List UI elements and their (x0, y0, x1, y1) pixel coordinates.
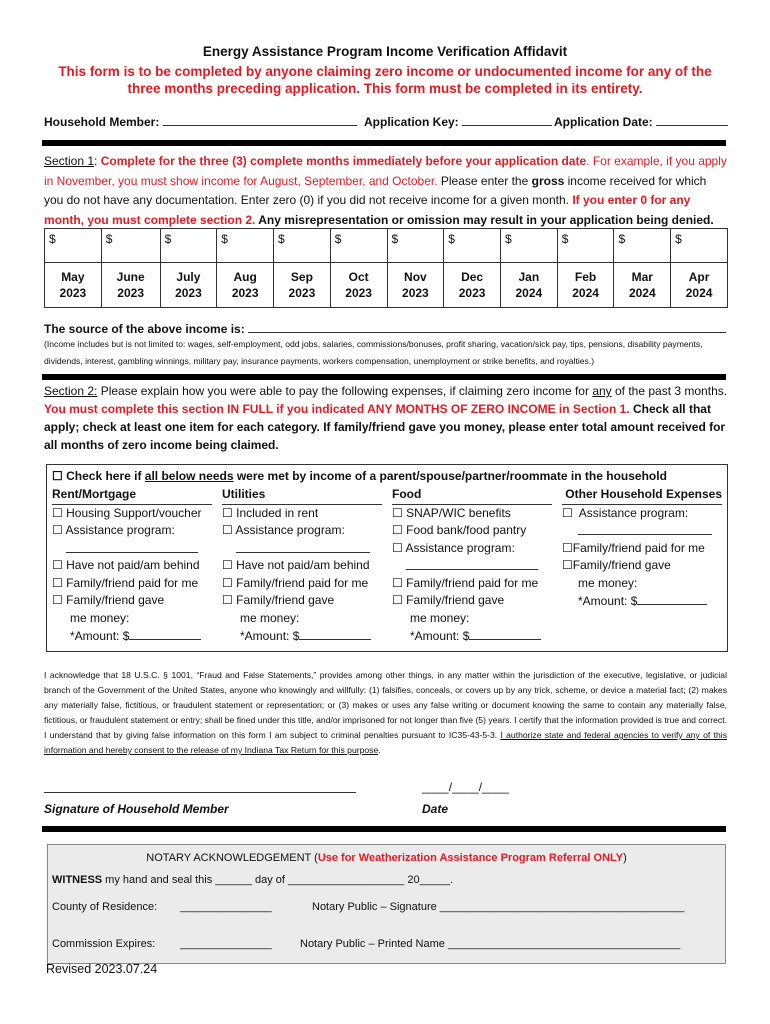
food-program-blank[interactable] (406, 557, 538, 570)
food-column: Food ☐ SNAP/WIC benefits ☐ Food bank/food pantry ☐ Assistance program: ☐ Family/friend paid for me ☐ Family/friend gave me money: *Amount: $ (392, 486, 552, 646)
section1-instructions: Section 1: Complete for the three (3) complete months immediately before your application date. For example, if you apply in November, you must show income for August, September, and October. Please enter the gross income received for which you do not have any documentation. Enter zero (0) if you did not receive income for a given month. If you enter 0 for any month, you must complete section 2. Any misrepresentation or omission may result in your application being denied. (44, 154, 727, 227)
income-cell-jan[interactable]: $ (500, 229, 557, 263)
month-label: Mar 2024 (614, 263, 671, 308)
form-title: Energy Assistance Program Income Verification Affidavit (202, 44, 568, 59)
checkbox-icon: ☐ (392, 505, 403, 520)
utilities-option[interactable]: ☐ Family/friend gave (222, 593, 335, 607)
rent-mortgage-column: Rent/Mortgage ☐ Housing Support/voucher ☐ Assistance program: ☐ Have not paid/am behind ☐ Family/friend paid for me ☐ Family/friend gave me money: *Amount: $ (52, 486, 212, 646)
income-source-field[interactable] (44, 321, 726, 336)
household-member-blank[interactable] (163, 114, 357, 126)
checkbox-icon: ☐ (222, 505, 233, 520)
rent-program-blank[interactable] (66, 540, 198, 553)
utilities-option[interactable]: ☐ Family/friend paid for me (222, 575, 369, 590)
utilities-option[interactable]: ☐ Included in rent (222, 505, 319, 520)
household-member-label: Household Member: (44, 115, 160, 129)
food-header: Food (392, 486, 552, 505)
checkbox-icon: ☐ (562, 558, 573, 572)
checkbox-icon: ☐ (562, 505, 573, 520)
checkbox-icon: ☐ (52, 593, 63, 607)
income-cell-may[interactable]: $ (45, 229, 102, 263)
checkbox-icon: ☐ (392, 540, 403, 555)
date-label: Date (422, 802, 449, 816)
income-cell-feb[interactable]: $ (557, 229, 614, 263)
checkbox-icon: ☐ (562, 540, 573, 555)
revision-date: Revised 2023.07.24 (46, 962, 158, 976)
income-source-label: The source of the above income is: (44, 322, 245, 336)
month-label: Nov 2023 (387, 263, 444, 308)
utilities-amount-field[interactable]: *Amount: $ (222, 627, 382, 646)
application-key-label: Application Key: (364, 115, 459, 129)
commission-blank[interactable]: _______________ (180, 938, 272, 950)
utilities-column: Utilities ☐ Included in rent ☐ Assistance program: ☐ Have not paid/am behind ☐ Family/friend paid for me ☐ Family/friend gave me money: *Amount: $ (222, 486, 382, 646)
section2-instructions: Section 2: Please explain how you were able to pay the following expenses, if claiming zero income for any of the past 3 months. You must complete this section IN FULL if you indicated ANY MONTHS OF ZERO INCOME in Section 1. Check all that apply; check at least one item for each category. If family/friend gave you money, please enter total amount received for all months of zero income being claimed. (44, 384, 728, 452)
food-option[interactable]: ☐ Assistance program: (392, 540, 515, 555)
income-cell-june[interactable]: $ (101, 229, 160, 263)
checkbox-icon: ☐ (52, 575, 63, 590)
other-program-blank[interactable] (578, 522, 712, 535)
application-key-field[interactable] (364, 114, 552, 129)
section-divider (42, 826, 726, 832)
rent-header: Rent/Mortgage (52, 486, 212, 505)
month-label: Sep 2023 (274, 263, 331, 308)
date-blank[interactable]: ____/____/____ (422, 780, 509, 794)
income-cell-sep[interactable]: $ (274, 229, 331, 263)
household-member-field[interactable] (44, 114, 357, 129)
commission-label: Commission Expires: (52, 938, 156, 950)
food-amount-field[interactable]: *Amount: $ (392, 627, 552, 646)
application-date-blank[interactable] (656, 114, 728, 126)
month-label: Oct 2023 (330, 263, 387, 308)
checkbox-icon: ☐ (52, 505, 63, 520)
month-label-row (45, 263, 728, 308)
checkbox-icon: ☐ (392, 593, 403, 607)
county-blank[interactable]: _______________ (180, 901, 272, 913)
notary-printed-name-field[interactable]: Notary Public – Printed Name ______________________________________ (300, 938, 681, 950)
application-date-field[interactable] (554, 114, 728, 129)
checkbox-icon: ☐ (392, 575, 403, 590)
food-option[interactable]: ☐ Family/friend gave (392, 593, 505, 607)
income-amount-row (45, 229, 728, 263)
application-key-blank[interactable] (462, 114, 552, 126)
month-label: Apr 2024 (671, 263, 728, 308)
utilities-option[interactable]: ☐ Assistance program: (222, 523, 345, 537)
other-header: Other Household Expenses (562, 486, 722, 505)
section-divider (42, 140, 726, 146)
rent-option[interactable]: ☐ Housing Support/voucher (52, 505, 202, 520)
income-source-blank[interactable] (248, 321, 726, 333)
checkbox-icon[interactable]: ☐ (52, 469, 63, 483)
other-amount-field[interactable]: *Amount: $ (562, 592, 722, 611)
utilities-option[interactable]: ☐ Have not paid/am behind (222, 558, 370, 572)
signature-label: Signature of Household Member (44, 802, 229, 816)
food-option[interactable]: ☐ SNAP/WIC benefits (392, 505, 511, 520)
month-label: May 2023 (45, 263, 102, 308)
section1-label: Section 1 (44, 154, 95, 168)
other-option[interactable]: ☐Family/friend gave (562, 558, 671, 572)
checkbox-icon: ☐ (52, 558, 63, 572)
utilities-header: Utilities (222, 486, 382, 505)
checkbox-icon: ☐ (222, 575, 233, 590)
checkbox-icon: ☐ (392, 523, 403, 537)
monthly-income-table (44, 228, 728, 308)
checkbox-icon: ☐ (222, 593, 233, 607)
all-needs-checkbox[interactable]: ☐ Check here if all below needs were met by income of a parent/spouse/partner/roommate in the household (52, 469, 667, 483)
section-divider (42, 374, 726, 380)
month-label: Feb 2024 (557, 263, 614, 308)
application-date-label: Application Date: (554, 115, 653, 129)
month-label: Jan 2024 (500, 263, 557, 308)
section2-label: Section 2: (44, 384, 98, 398)
signature-line[interactable] (44, 792, 356, 793)
other-option[interactable]: ☐ Assistance program: (562, 505, 689, 520)
income-source-note: (Income includes but is not limited to: wages, self-employment, odd jobs, salaries, commissions/bonuses, profit sharing, vacation/sick pay, tips, pensions, disability payments, dividends, interest, gambling winnings, military pay, insurance payments, workers compensation, unemployment or strike benefits, and royalties.) (44, 339, 703, 366)
food-option[interactable]: ☐ Food bank/food pantry (392, 523, 527, 537)
county-label: County of Residence: (52, 901, 158, 913)
notary-witness-line[interactable]: WITNESS my hand and seal this ______ day of ___________________ 20_____. (52, 874, 454, 886)
month-label: June 2023 (101, 263, 160, 308)
month-label: Dec 2023 (444, 263, 501, 308)
utilities-program-blank[interactable] (236, 540, 370, 553)
rent-option[interactable]: ☐ Assistance program: (52, 523, 175, 537)
month-label: Aug 2023 (217, 263, 274, 308)
form-subtitle: This form is to be completed by anyone claiming zero income or undocumented income for any of the three months preceding application. This form must be completed in its entirety. (58, 64, 712, 96)
notary-acknowledgement-box (47, 844, 726, 964)
income-cell-mar[interactable]: $ (614, 229, 671, 263)
income-cell-dec[interactable]: $ (444, 229, 501, 263)
notary-heading: NOTARY ACKNOWLEDGEMENT (Use for Weatherization Assistance Program Referral ONLY) (146, 852, 627, 864)
rent-option[interactable]: ☐ Family/friend gave (52, 593, 165, 607)
rent-amount-field[interactable]: *Amount: $ (52, 627, 212, 646)
notary-signature-field[interactable]: Notary Public – Signature ________________________________________ (312, 901, 685, 913)
checkbox-icon: ☐ (52, 523, 63, 537)
other-expenses-column: Other Household Expenses ☐ Assistance program: ☐Family/friend paid for me ☐Family/friend gave me money: *Amount: $ (562, 486, 722, 611)
rent-option[interactable]: ☐ Family/friend paid for me (52, 575, 199, 590)
income-cell-july[interactable]: $ (160, 229, 217, 263)
acknowledgement-text: I acknowledge that 18 U.S.C. § 1001, “Fraud and False Statements,” provides among other things, in any matter within the jurisdiction of the executive, legislative, or judicial branch of the Government of the United States, anyone who knowingly and willfully: (1) falsifies, conceals, or covers up by any trick, scheme, or device a material fact; (2) makes any materially false, fictitious, or fraudulent statement or representation; or (3) makes or uses any false writing or document knowing the same to contain any materially false, fictitious, or fraudulent statement or entry; shall be fined under this title, and/or imprisoned for not longer than five (5) years. I certify that the information provided is true and correct. I understand that by giving false information on this form I am subject to criminal penalties pursuant to IC35-43-5-3. I authorize state and federal agencies to verify any of this information and hereby consent to the release of my Indiana Tax Return for this purpose. (44, 670, 728, 755)
other-option[interactable]: ☐Family/friend paid for me (562, 540, 705, 555)
rent-option[interactable]: ☐ Have not paid/am behind (52, 558, 200, 572)
checkbox-icon: ☐ (222, 523, 233, 537)
income-cell-oct[interactable]: $ (330, 229, 387, 263)
checkbox-icon: ☐ (222, 558, 233, 572)
food-option[interactable]: ☐ Family/friend paid for me (392, 575, 539, 590)
income-cell-nov[interactable]: $ (387, 229, 444, 263)
income-cell-apr[interactable]: $ (671, 229, 728, 263)
month-label: July 2023 (160, 263, 217, 308)
income-cell-aug[interactable]: $ (217, 229, 274, 263)
